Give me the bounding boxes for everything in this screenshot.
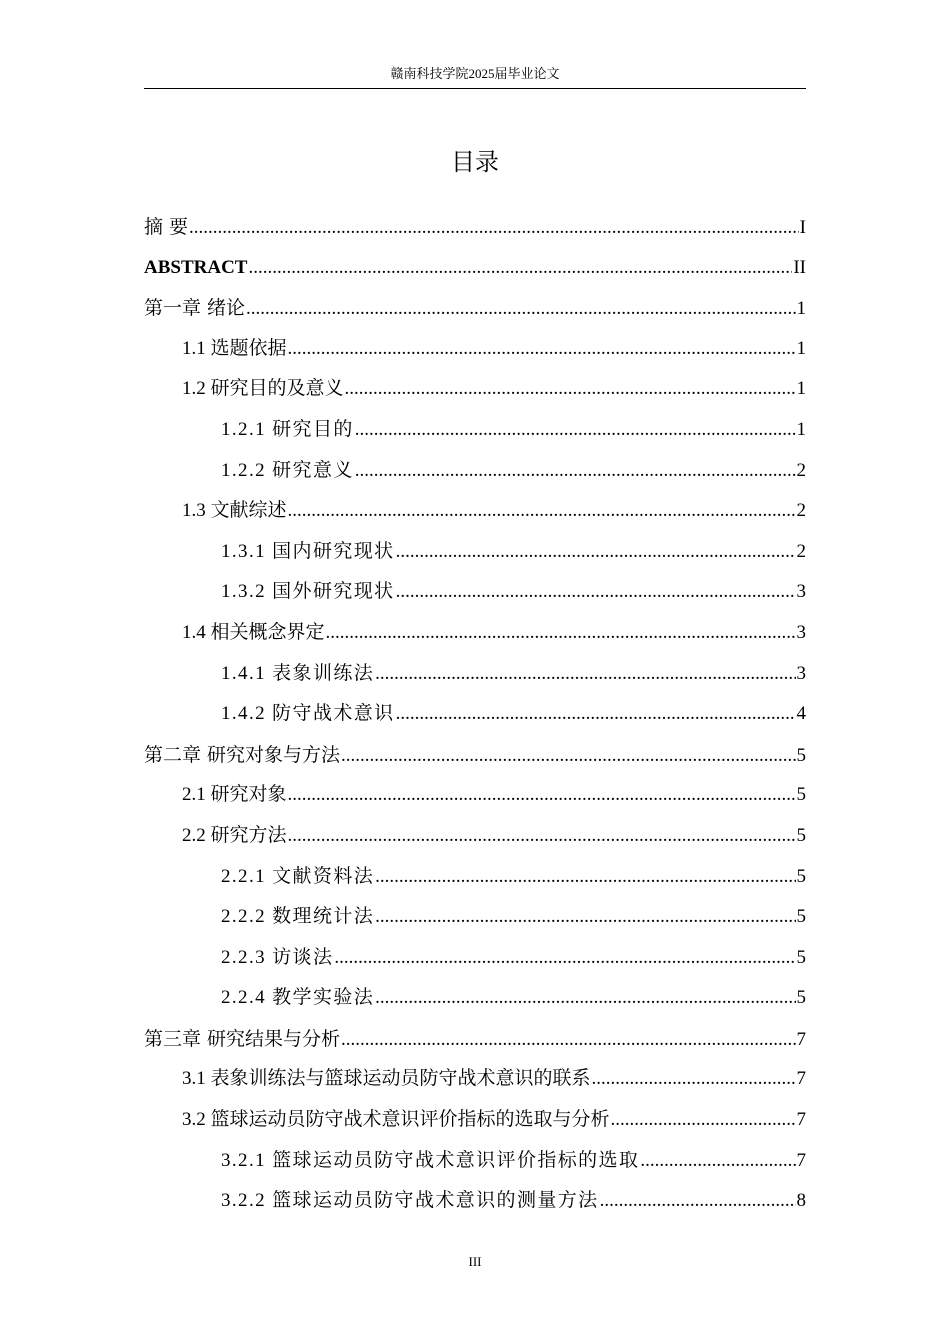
toc-entry-label: 1.3 文献综述 [182, 500, 287, 522]
toc-entry-page: 5 [796, 744, 806, 766]
toc-entry[interactable] [144, 938, 806, 979]
toc-entry-page: 5 [796, 865, 806, 887]
toc-dot-leader [189, 208, 799, 248]
toc-entry-label: 摘 要 [144, 216, 189, 238]
toc-dot-leader [355, 451, 796, 491]
toc-entry-page: 1 [796, 337, 806, 359]
toc-entry[interactable] [144, 857, 806, 898]
toc-entry-label: 1.4.1 表象训练法 [221, 662, 375, 684]
toc-entry[interactable] [144, 613, 806, 654]
toc-entry-page: 5 [796, 824, 806, 846]
toc-dot-leader [611, 1100, 796, 1140]
toc-entry-page: 3 [796, 662, 806, 684]
toc-entry[interactable] [144, 491, 806, 532]
toc-dot-leader [248, 248, 792, 288]
toc-entry-page: 5 [796, 946, 806, 968]
toc-entry-label: 2.1 研究对象 [182, 784, 287, 806]
toc-dot-leader [288, 329, 796, 369]
toc-dot-leader [341, 736, 795, 776]
toc-dot-leader [375, 654, 795, 694]
toc-entry-page: 7 [796, 1068, 806, 1090]
toc-entry-label: 1.2.1 研究目的 [221, 418, 354, 440]
toc-entry-page: 1 [796, 418, 806, 440]
running-header-text: 赣南科技学院2025届毕业论文 [390, 66, 560, 81]
toc-entry[interactable] [144, 654, 806, 695]
toc-entry[interactable] [144, 410, 806, 451]
toc-entry-page: 3 [796, 621, 806, 643]
toc-entry[interactable] [144, 329, 806, 370]
toc-entry[interactable] [144, 978, 806, 1019]
toc-dot-leader [341, 1020, 795, 1060]
toc-entry-page: 2 [796, 540, 806, 562]
toc-entry-label: 2.2.2 数理统计法 [221, 906, 375, 928]
page-number-footer: III [468, 1254, 482, 1269]
toc-entry-label: 1.3.2 国外研究现状 [221, 581, 395, 603]
toc-entry[interactable] [144, 451, 806, 492]
toc-entry-page: 8 [796, 1190, 806, 1212]
toc-entry-label: 1.4 相关概念界定 [182, 621, 325, 643]
toc-dot-leader [334, 938, 795, 978]
toc-entry[interactable] [144, 369, 806, 410]
toc-entry-label: 2.2 研究方法 [182, 824, 287, 846]
toc-dot-leader [375, 978, 795, 1018]
toc-dot-leader [288, 816, 796, 856]
toc-dot-leader [326, 613, 796, 653]
toc-entry-label: 3.2.2 篮球运动员防守战术意识的测量方法 [221, 1190, 599, 1212]
toc-entry[interactable] [144, 1100, 806, 1141]
toc-entry-label: 3.2.1 篮球运动员防守战术意识评价指标的选取 [221, 1149, 640, 1171]
table-of-contents [144, 207, 806, 1222]
toc-entry[interactable] [144, 288, 806, 329]
toc-entry-label: ABSTRACT [144, 256, 248, 278]
toc-dot-leader [640, 1141, 795, 1181]
toc-entry[interactable] [144, 735, 806, 776]
toc-entry[interactable] [144, 572, 806, 613]
toc-entry-page: I [799, 217, 806, 238]
toc-entry-label: 1.1 选题依据 [182, 337, 287, 359]
toc-entry-page: 7 [796, 1028, 806, 1050]
toc-entry-label: 第三章 研究结果与分析 [144, 1027, 341, 1050]
toc-entry-page: 7 [796, 1149, 806, 1171]
toc-entry-page: 2 [796, 500, 806, 522]
toc-entry-page: 1 [796, 298, 806, 320]
toc-dot-leader [345, 369, 796, 409]
toc-entry-label: 2.2.4 教学实验法 [221, 987, 375, 1009]
toc-entry[interactable] [144, 897, 806, 938]
toc-entry-page: 4 [796, 703, 806, 725]
toc-entry-label: 1.4.2 防守战术意识 [221, 703, 395, 725]
toc-dot-leader [288, 491, 796, 531]
toc-dot-leader [288, 775, 796, 815]
toc-dot-leader [355, 410, 796, 450]
toc-dot-leader [600, 1181, 796, 1221]
toc-entry[interactable] [144, 532, 806, 573]
toc-dot-leader [396, 572, 796, 612]
toc-entry-label: 3.2 篮球运动员防守战术意识评价指标的选取与分析 [182, 1109, 610, 1131]
toc-entry[interactable] [144, 207, 806, 248]
toc-entry[interactable] [144, 775, 806, 816]
page-title: 目录 [451, 148, 499, 176]
toc-dot-leader [592, 1059, 796, 1099]
toc-entry-page: 5 [796, 784, 806, 806]
running-header [144, 64, 806, 89]
toc-entry[interactable] [144, 1141, 806, 1182]
toc-entry[interactable] [144, 694, 806, 735]
toc-dot-leader [375, 857, 795, 897]
toc-entry[interactable] [144, 248, 806, 289]
toc-dot-leader [396, 532, 796, 572]
toc-entry-page: 2 [796, 459, 806, 481]
toc-entry-page: 1 [796, 378, 806, 400]
toc-entry-label: 1.2.2 研究意义 [221, 459, 354, 481]
toc-dot-leader [396, 694, 796, 734]
toc-entry-page: 5 [796, 987, 806, 1009]
toc-dot-leader [246, 289, 795, 329]
toc-entry-label: 3.1 表象训练法与篮球运动员防守战术意识的联系 [182, 1068, 591, 1090]
toc-entry-page: 5 [796, 906, 806, 928]
toc-entry-label: 1.3.1 国内研究现状 [221, 540, 395, 562]
toc-entry-label: 2.2.3 访谈法 [221, 946, 334, 968]
toc-entry[interactable] [144, 816, 806, 857]
toc-entry-page: 7 [796, 1109, 806, 1131]
toc-entry-label: 2.2.1 文献资料法 [221, 865, 375, 887]
toc-dot-leader [375, 897, 795, 937]
toc-entry-label: 第一章 绪论 [144, 297, 246, 320]
toc-entry[interactable] [144, 1059, 806, 1100]
toc-entry-label: 1.2 研究目的及意义 [182, 378, 344, 400]
toc-entry[interactable] [144, 1019, 806, 1060]
toc-entry[interactable] [144, 1181, 806, 1222]
toc-entry-page: II [793, 256, 806, 278]
toc-entry-page: 3 [796, 581, 806, 603]
toc-entry-label: 第二章 研究对象与方法 [144, 743, 341, 766]
